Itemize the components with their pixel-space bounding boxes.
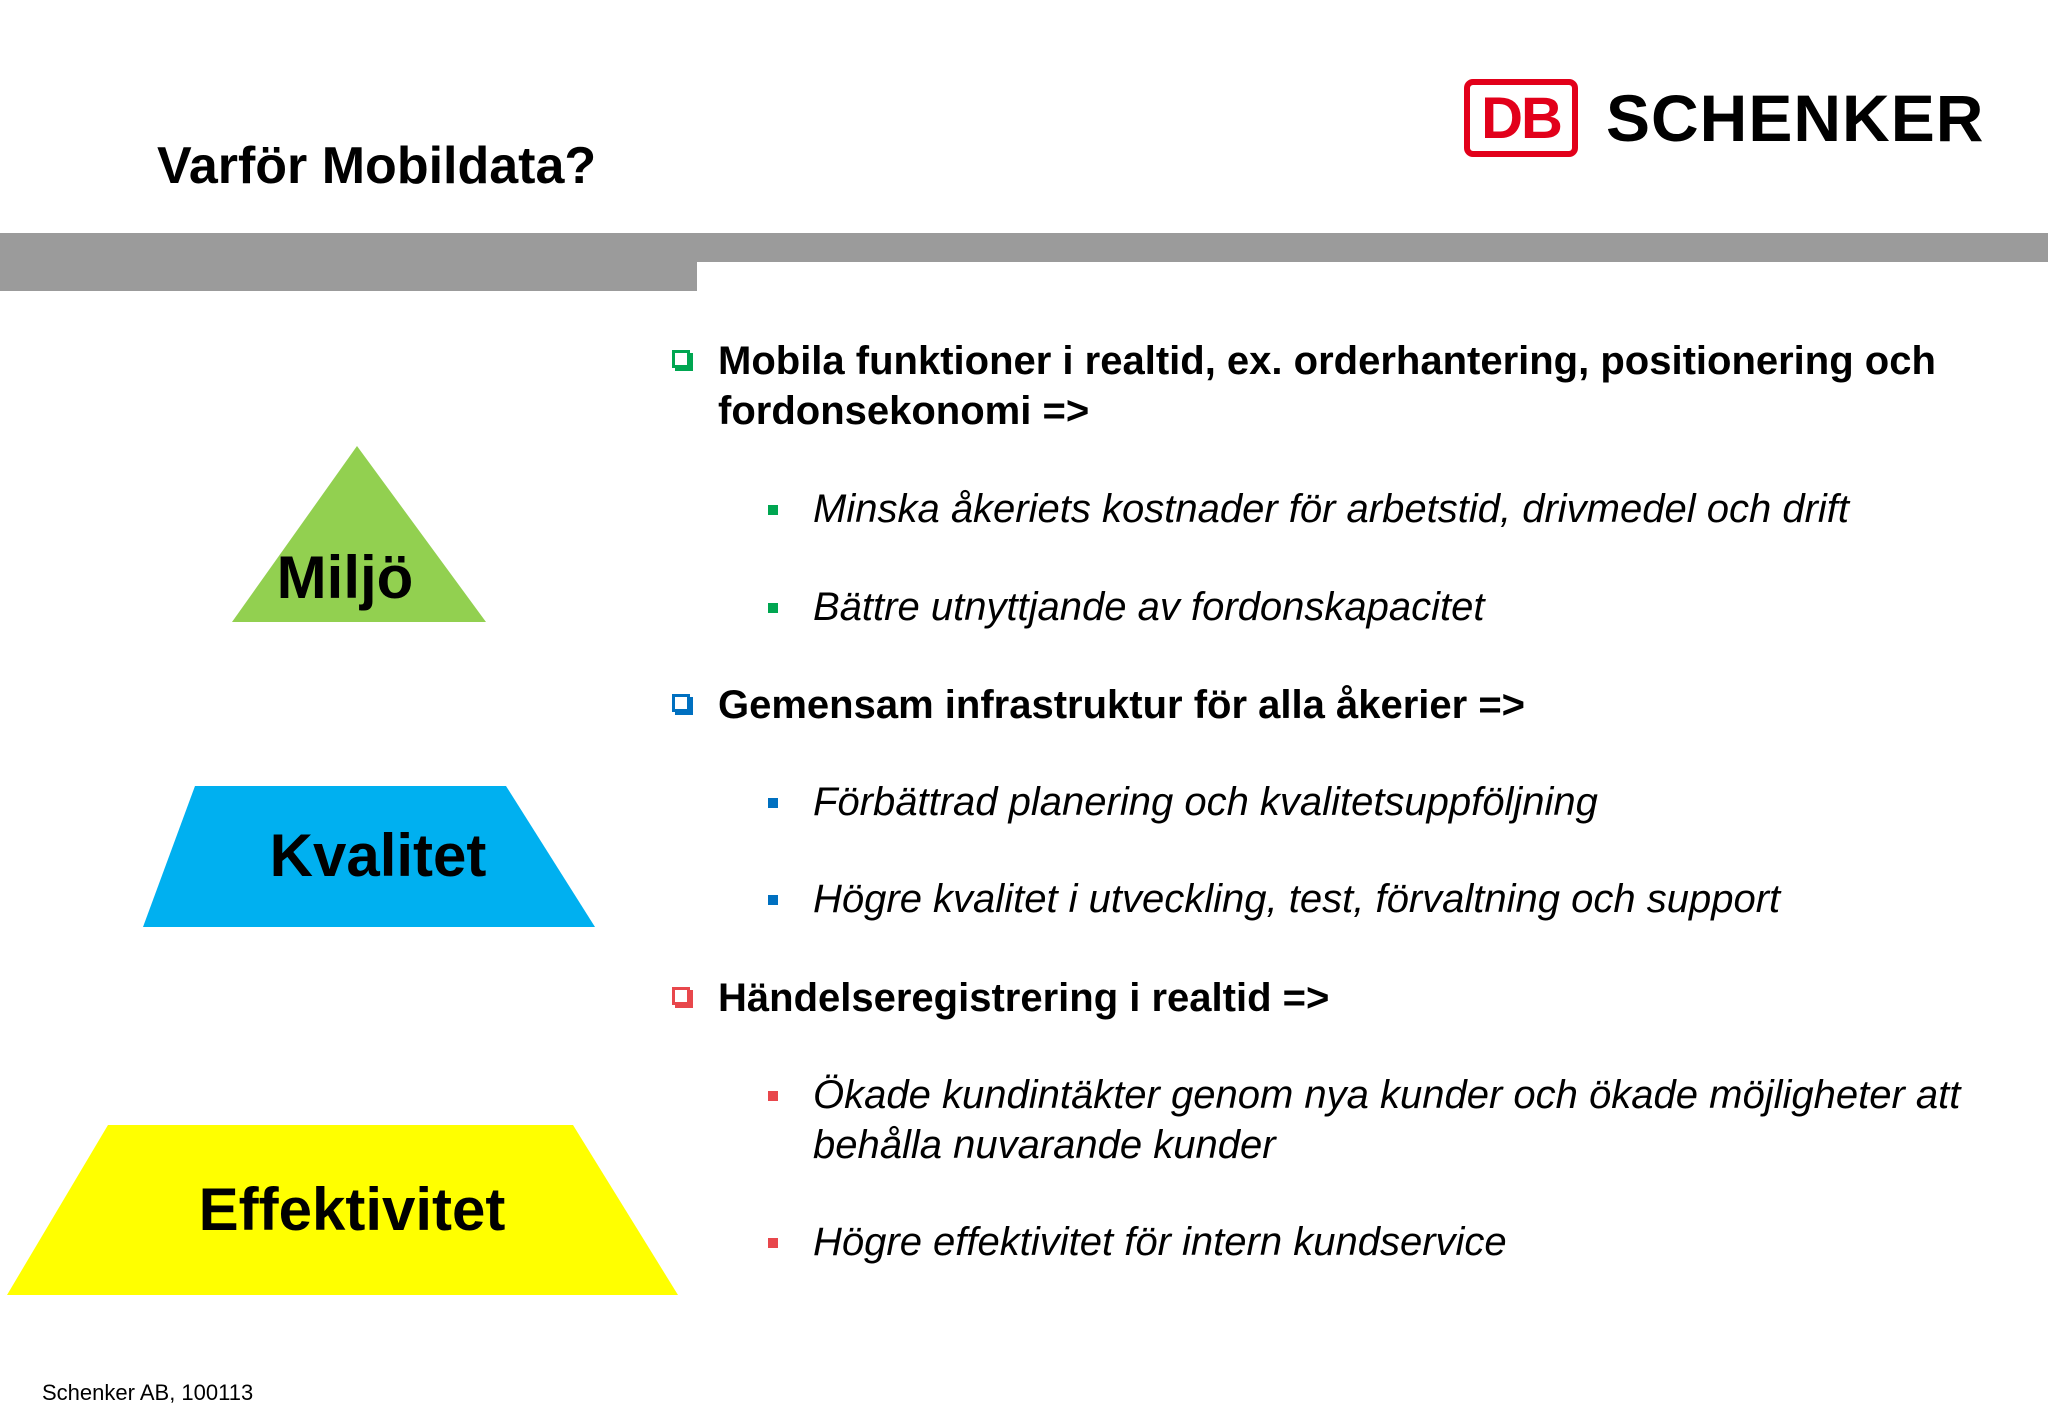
db-logo-mark: DB xyxy=(1464,79,1578,157)
checkbox-bullet-icon xyxy=(672,987,690,1005)
footer-text: Schenker AB, 100113 xyxy=(42,1380,254,1405)
sub-point-3-2: Högre effektivitet för intern kundservice xyxy=(813,1220,1507,1264)
slide-title: Varför Mobildata? xyxy=(157,137,597,195)
header-bar-left xyxy=(0,233,697,291)
sub-point-3-1: Ökade kundintäkter genom nya kunder och ökade möjligheter att behålla nuvarande kunder xyxy=(813,1073,1961,1167)
header-bar-right xyxy=(697,233,2048,262)
square-bullet-icon xyxy=(768,603,778,613)
sub-point-1-1: Minska åkeriets kostnader för arbetstid, drivmedel och drift xyxy=(813,487,1849,531)
checkbox-bullet-icon xyxy=(672,694,690,712)
pyramid-label-miljo: Miljö xyxy=(276,544,414,611)
db-schenker-logo xyxy=(1464,76,1984,160)
sub-point-2-1: Förbättrad planering och kvalitetsuppföljning xyxy=(813,780,1598,824)
main-point-1: Mobila funktioner i realtid, ex. orderhantering, positionering och fordonsekonomi => xyxy=(718,339,1936,433)
square-bullet-icon xyxy=(768,895,778,905)
main-point-3: Händelseregistrering i realtid => xyxy=(718,976,1330,1020)
square-bullet-icon xyxy=(768,1091,778,1101)
square-bullet-icon xyxy=(768,798,778,808)
sub-point-2-2: Högre kvalitet i utveckling, test, förvaltning och support xyxy=(813,877,1781,921)
square-bullet-icon xyxy=(768,505,778,515)
pyramid-diagram xyxy=(0,430,690,1310)
main-point-2: Gemensam infrastruktur för alla åkerier => xyxy=(718,683,1526,727)
pyramid-label-kvalitet: Kvalitet xyxy=(269,822,487,889)
square-bullet-icon xyxy=(768,1238,778,1248)
checkbox-bullet-icon xyxy=(672,350,690,368)
sub-point-1-2: Bättre utnyttjande av fordonskapacitet xyxy=(813,585,1485,629)
pyramid-label-effektivitet: Effektivitet xyxy=(198,1176,506,1243)
schenker-wordmark: SCHENKER xyxy=(1606,81,1985,155)
